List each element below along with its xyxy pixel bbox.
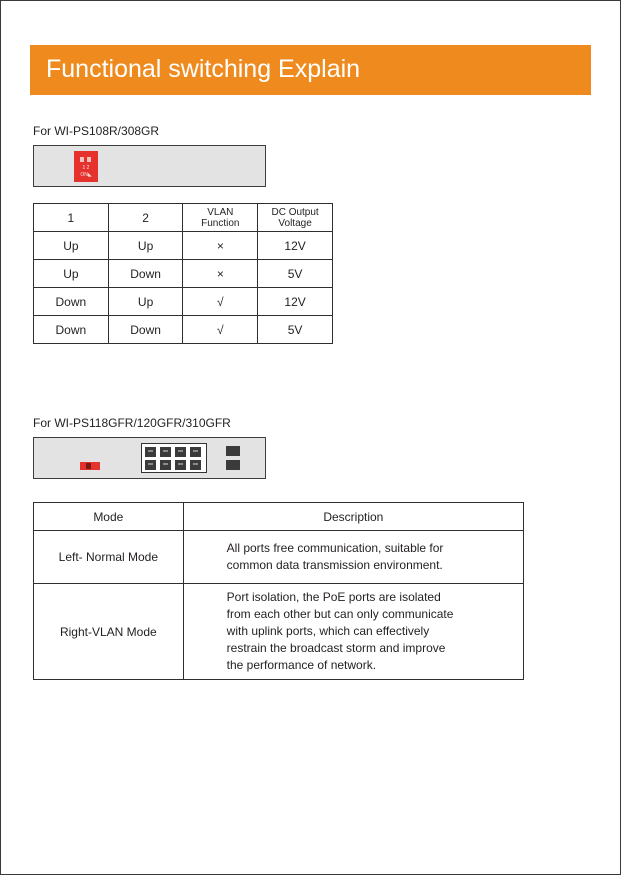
cell-switch-1: Up <box>34 260 109 288</box>
header-switch-2: 2 <box>108 204 183 232</box>
description-line: common data transmission environment. <box>226 558 443 572</box>
cell-vlan: × <box>183 260 258 288</box>
cell-mode: Right-VLAN Mode <box>34 584 184 680</box>
cell-switch-1: Down <box>34 288 109 316</box>
header-vlan-line1: VLAN <box>207 206 234 218</box>
rj45-port-icon <box>190 447 201 457</box>
header-mode: Mode <box>34 503 184 531</box>
sfp-port-icon <box>226 446 240 456</box>
table-row <box>34 288 333 316</box>
page-title: Functional switching Explain <box>46 55 361 83</box>
dip-number-labels: 1 2 <box>82 165 90 171</box>
cell-voltage: 5V <box>258 316 333 344</box>
rj45-port-icon <box>160 447 171 457</box>
description-line: restrain the broadcast storm and improve <box>226 641 446 655</box>
table-row <box>34 531 524 584</box>
device-panel-118gfr <box>33 437 266 479</box>
cell-switch-1: Down <box>34 316 109 344</box>
cell-voltage: 5V <box>258 260 333 288</box>
rj45-port-icon <box>175 460 186 470</box>
slide-switch-icon <box>80 462 100 470</box>
cell-mode: Left- Normal Mode <box>34 531 184 584</box>
description-line: All ports free communication, suitable for <box>226 541 444 555</box>
description-line: Port isolation, the PoE ports are isolated <box>226 590 441 604</box>
mode-table <box>33 502 524 680</box>
table-header-row <box>34 204 333 232</box>
table-row <box>34 316 333 344</box>
cell-vlan: √ <box>183 316 258 344</box>
header-dc-line2: Voltage <box>278 217 312 229</box>
dip-key-1 <box>80 157 84 162</box>
dip-switch-icon <box>74 151 98 182</box>
rj45-port-icon <box>175 447 186 457</box>
description-line: with uplink ports, which can effectively <box>226 624 430 638</box>
rj45-port-block <box>141 443 207 473</box>
cell-description <box>183 584 523 680</box>
header-dc-line1: DC Output <box>271 206 319 218</box>
rj45-port-icon <box>145 447 156 457</box>
header-switch-1: 1 <box>34 204 109 232</box>
cell-switch-2: Down <box>108 260 183 288</box>
cell-description <box>183 531 523 584</box>
cell-switch-2: Up <box>108 288 183 316</box>
cell-vlan: √ <box>183 288 258 316</box>
title-banner <box>30 45 591 95</box>
dip-on-label: ON◣ <box>80 172 92 178</box>
rj45-port-icon <box>145 460 156 470</box>
description-line: from each other but can only communicate <box>226 607 454 621</box>
table-row <box>34 232 333 260</box>
cell-switch-2: Down <box>108 316 183 344</box>
dip-switch-table <box>33 203 333 344</box>
device-panel-108r <box>33 145 266 187</box>
header-description: Description <box>183 503 523 531</box>
header-vlan-line2: Function <box>201 217 240 229</box>
header-dc-output <box>258 204 333 232</box>
rj45-port-icon <box>160 460 171 470</box>
cell-voltage: 12V <box>258 288 333 316</box>
section2-label: For WI-PS118GFR/120GFR/310GFR <box>33 416 231 430</box>
cell-switch-1: Up <box>34 232 109 260</box>
cell-switch-2: Up <box>108 232 183 260</box>
dip-key-2 <box>87 157 91 162</box>
header-vlan-function <box>183 204 258 232</box>
cell-vlan: × <box>183 232 258 260</box>
cell-voltage: 12V <box>258 232 333 260</box>
description-line: the performance of network. <box>226 658 377 672</box>
table-row <box>34 584 524 680</box>
sfp-port-icon <box>226 460 240 470</box>
table-header-row <box>34 503 524 531</box>
rj45-port-icon <box>190 460 201 470</box>
slide-switch-knob <box>86 463 91 469</box>
table-row <box>34 260 333 288</box>
section1-label: For WI-PS108R/308GR <box>33 124 160 138</box>
